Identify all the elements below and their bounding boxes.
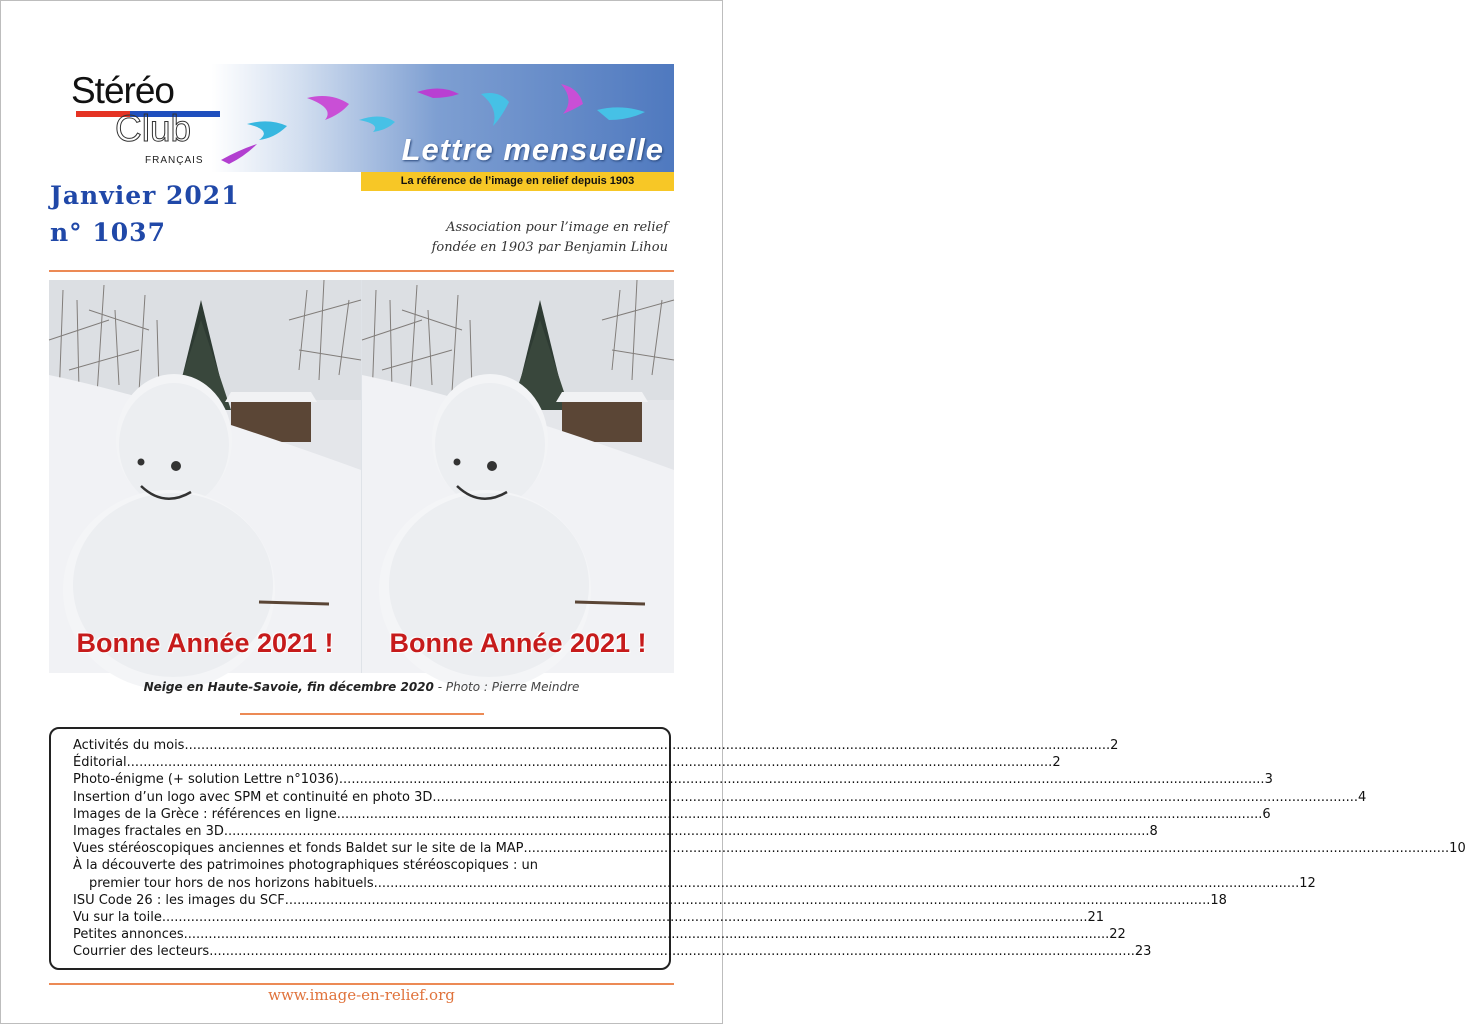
association-info (432, 218, 668, 258)
toc-item[interactable]: Insertion d’un logo avec SPM et continuité en photo 3D ..... 4 (73, 789, 655, 806)
toc-item[interactable]: Éditorial ..... 2 (73, 754, 655, 771)
logo-text-stereo: Stéréo (71, 70, 175, 111)
bottom-rule (49, 983, 674, 985)
association-line-2: fondée en 1903 par Benjamin Lihou (431, 240, 668, 255)
toc-item[interactable]: Images fractales en 3D ..... 8 (73, 823, 655, 840)
caption-rule (240, 713, 484, 715)
toc-item[interactable]: Activités du mois ..... 2 (73, 737, 655, 754)
caption-credit: - Photo : Pierre Meindre (433, 680, 580, 694)
issue-month: Janvier 2021 (50, 181, 240, 210)
toc-item[interactable]: À la découverte des patrimoines photographiques stéréoscopiques : un premier tour hors de nos horizons habituels ..... 12 (73, 857, 655, 891)
stereo-photo-right (362, 280, 674, 673)
logo-text-francais: FRANÇAIS (145, 155, 204, 166)
stereo-photo-left (49, 280, 361, 673)
toc-item[interactable]: Photo-énigme (+ solution Lettre n°1036) ..... 3 (73, 771, 655, 788)
website-link[interactable]: www.image-en-relief.org (268, 986, 455, 1004)
issue-number: n° 1037 (50, 218, 166, 247)
greeting-left: Bonne Année 2021 ! (76, 628, 334, 658)
top-rule (49, 270, 674, 272)
stereo-photo-pair (49, 280, 674, 673)
header-banner (49, 64, 674, 172)
greeting-right: Bonne Année 2021 ! (389, 628, 647, 658)
newsletter-title: Lettre mensuelle (401, 132, 664, 167)
logo-text-club: Club (115, 108, 192, 149)
table-of-contents (49, 727, 1466, 970)
toc-item[interactable]: ISU Code 26 : les images du SCF ..... 18 (73, 892, 655, 909)
toc-item[interactable]: Images de la Grèce : références en ligne ..... 6 (73, 806, 655, 823)
toc-item[interactable]: Courrier des lecteurs ..... 23 (73, 943, 655, 960)
toc-item[interactable]: Petites annonces ..... 22 (73, 926, 655, 943)
caption-main: Neige en Haute-Savoie, fin décembre 2020 (143, 680, 434, 694)
association-line-1: Association pour l’image en relief (446, 220, 668, 235)
toc-item[interactable]: Vues stéréoscopiques anciennes et fonds Baldet sur le site de la MAP ..... 10 (73, 840, 655, 857)
photo-caption (0, 680, 723, 694)
tagline: La référence de l’image en relief depuis 1903 (361, 172, 674, 191)
toc-item[interactable]: Vu sur la toile ..... 21 (73, 909, 655, 926)
